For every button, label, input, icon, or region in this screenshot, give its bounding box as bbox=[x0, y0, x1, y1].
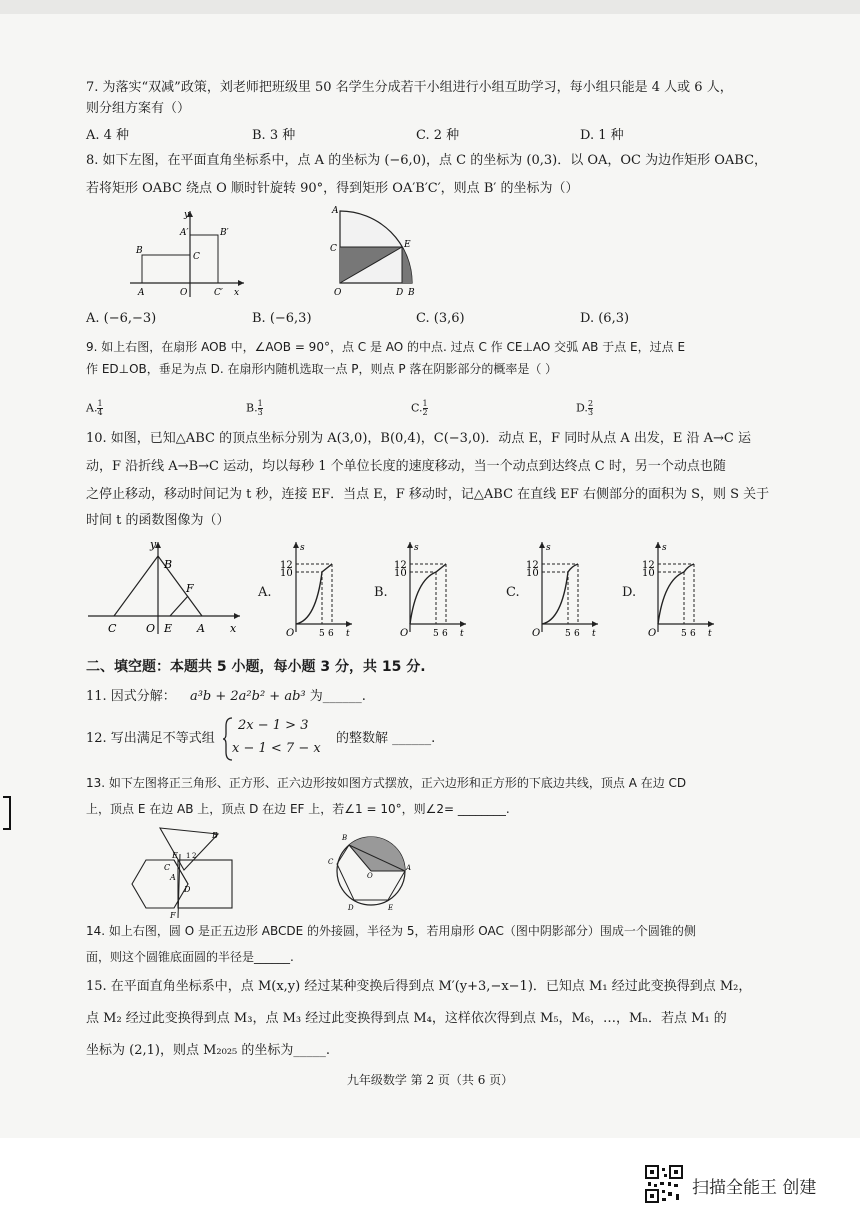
q8-fig-label-cprime: C′ bbox=[214, 288, 223, 298]
q10-graph-c bbox=[522, 540, 602, 640]
q15-line2: 点 M₂ 经过此变换得到点 M₃，点 M₃ 经过此变换得到点 M₄，这样依次得到点 M₅，M₆，…，Mₙ．若点 M₁ 的 bbox=[86, 1011, 727, 1026]
q10-triangle-figure bbox=[84, 538, 244, 638]
q10-line2: 动，F 沿折线 A→B→C 运动，均以每秒 1 个单位长度的速度移动，当一个动点到达终点 C 时，另一个动点也随 bbox=[86, 459, 726, 474]
q14-fig-label-d: D bbox=[348, 904, 354, 912]
q10-graph-d-tick-10: 10 bbox=[642, 568, 655, 579]
q12-prefix: 12. 写出满足不等式组 bbox=[86, 731, 215, 746]
q8-fig-label-bprime: B′ bbox=[220, 228, 229, 238]
qr-code-icon bbox=[644, 1164, 684, 1204]
q10-graph-c-tick-5: 5 bbox=[565, 629, 571, 639]
q14-fig-label-c: C bbox=[328, 858, 334, 866]
q10-graph-a-s-label: s bbox=[300, 543, 305, 553]
q13-fig-label-c: C bbox=[164, 863, 171, 872]
q10-line3: 之停止移动，移动时间记为 t 秒，连接 EF．当点 E，F 移动时，记△ABC 在直线 EF 右侧部分的面积为 S，则 S 关于 bbox=[86, 487, 770, 502]
q14-fig-label-e: E bbox=[388, 904, 394, 912]
q11-suffix: 为______. bbox=[309, 689, 366, 704]
q12-inequality-2: x − 1 < 7 − x bbox=[232, 741, 321, 756]
q9-line2: 作 ED⊥OB，垂足为点 D. 在扇形内随机选取一点 P，则点 P 落在阴影部分的概率是（ ） bbox=[86, 362, 558, 376]
q10-option-b-label: B. bbox=[374, 585, 388, 600]
q7-option-b: B. 3 种 bbox=[252, 128, 296, 143]
q10-graph-d-tick-12: 12 bbox=[642, 560, 655, 571]
q9-fig-label-b: B bbox=[408, 288, 415, 298]
q12-inequality-1: 2x − 1 > 3 bbox=[238, 718, 309, 733]
q8-rectangle-figure bbox=[122, 205, 252, 300]
q10-fig-x-label: x bbox=[230, 622, 237, 635]
q14-pentagon-figure bbox=[326, 826, 416, 916]
q10-graph-c-t-label: t bbox=[592, 629, 596, 639]
q7-line2: 则分组方案有（） bbox=[86, 101, 191, 116]
q14-fig-label-o: O bbox=[367, 872, 373, 880]
q10-graph-b-tick-5: 5 bbox=[433, 629, 439, 639]
q9-option-c: C. $\frac{1}{2}$ bbox=[411, 399, 428, 417]
q14-fig-label-b: B bbox=[342, 834, 348, 842]
margin-bracket bbox=[3, 796, 11, 830]
q13-line1: 13. 如下左图将正三角形、正方形、正六边形按如图方式摆放，正六边形和正方形的下底边共线，顶点 A 在边 CD bbox=[86, 776, 687, 790]
q9-option-d: D. $\frac{2}{3}$ bbox=[576, 399, 594, 417]
q10-graph-b-tick-6: 6 bbox=[442, 629, 448, 639]
q9-fig-label-a: A bbox=[332, 206, 339, 216]
q10-option-a-label: A. bbox=[258, 585, 272, 600]
q9-fig-label-d: D bbox=[396, 288, 404, 298]
q10-graph-b-origin: O bbox=[400, 628, 409, 639]
q10-graph-d-s-label: s bbox=[662, 543, 667, 553]
q10-fig-label-f: F bbox=[186, 582, 194, 595]
q13-fig-label-b: B bbox=[212, 831, 218, 840]
q10-option-c-label: C. bbox=[506, 585, 520, 600]
q10-graph-a-tick-5: 5 bbox=[319, 629, 325, 639]
q15-line3: 坐标为 (2,1)，则点 M₂₀₂₅ 的坐标为_____. bbox=[86, 1043, 331, 1058]
q10-graph-c-tick-12: 12 bbox=[526, 560, 539, 571]
q9-line1: 9. 如上右图，在扇形 AOB 中，∠AOB = 90°，点 C 是 AO 的中点. 过点 C 作 CE⊥AO 交弧 AB 于点 E，过点 E bbox=[86, 340, 686, 354]
q10-graph-b-tick-10: 10 bbox=[394, 568, 407, 579]
q8-fig-label-a: A bbox=[138, 288, 145, 298]
q10-graph-c-tick-10: 10 bbox=[526, 568, 539, 579]
q8-option-b: B. (−6,3) bbox=[252, 311, 312, 326]
q9-fig-label-c: C bbox=[330, 244, 337, 254]
q13-fig-label-d: D bbox=[184, 885, 191, 894]
q10-graph-d-tick-5: 5 bbox=[681, 629, 687, 639]
q13-fig-label-f: F bbox=[170, 911, 176, 920]
q8-fig-x-label: x bbox=[234, 288, 240, 298]
q8-option-a: A. (−6,−3) bbox=[86, 311, 157, 326]
q13-fig-label-e: E bbox=[172, 851, 178, 860]
q10-fig-label-o: O bbox=[146, 622, 156, 635]
q10-graph-a-tick-12: 12 bbox=[280, 560, 293, 571]
q13-fig-label-1: 1 bbox=[186, 852, 191, 860]
q10-graph-d-t-label: t bbox=[708, 629, 712, 639]
q7-line1: 7. 为落实“双减”政策，刘老师把班级里 50 名学生分成若干小组进行小组互助学习，每小组只能是 4 人或 6 人， bbox=[86, 80, 733, 95]
q10-graph-b-t-label: t bbox=[460, 629, 464, 639]
q10-fig-label-b: B bbox=[164, 558, 173, 571]
q8-fig-label-aprime: A′ bbox=[180, 228, 189, 238]
q14-line1: 14. 如上右图，圆 O 是正五边形 ABCDE 的外接圆，半径为 5，若用扇形 OAC（图中阴影部分）围成一个圆锥的侧 bbox=[86, 924, 696, 938]
q10-graph-a-t-label: t bbox=[346, 629, 350, 639]
q10-option-d-label: D. bbox=[622, 585, 637, 600]
q10-graph-c-origin: O bbox=[532, 628, 541, 639]
q8-option-c: C. (3,6) bbox=[416, 311, 465, 326]
q10-fig-label-a: A bbox=[197, 622, 205, 635]
q10-graph-d-origin: O bbox=[648, 628, 657, 639]
q7-option-d: D. 1 种 bbox=[580, 128, 624, 143]
q13-polygons-figure bbox=[128, 824, 268, 920]
q9-fig-label-o: O bbox=[334, 288, 342, 298]
q9-sector-figure bbox=[328, 203, 428, 303]
q8-fig-label-b: B bbox=[136, 246, 143, 256]
q11-row bbox=[86, 688, 366, 706]
q11-expression: a³b + 2a²b² + ab³ bbox=[189, 689, 306, 704]
q10-fig-y-label: y bbox=[150, 538, 157, 551]
q10-graph-c-tick-6: 6 bbox=[574, 629, 580, 639]
q7-option-c: C. 2 种 bbox=[416, 128, 460, 143]
q8-option-d: D. (6,3) bbox=[580, 311, 630, 326]
q15-line1: 15. 在平面直角坐标系中，点 M(x,y) 经过某种变换后得到点 M′(y+3,−x−1)．已知点 M₁ 经过此变换得到点 M₂， bbox=[86, 979, 752, 994]
q10-graph-d-tick-6: 6 bbox=[690, 629, 696, 639]
q7-option-a: A. 4 种 bbox=[86, 128, 130, 143]
q9-fig-label-e: E bbox=[404, 240, 411, 250]
q10-graph-c-s-label: s bbox=[546, 543, 551, 553]
q10-graph-a-tick-6: 6 bbox=[328, 629, 334, 639]
q13-fig-label-2: 2 bbox=[192, 852, 197, 860]
page-footer: 九年级数学 第 2 页（共 6 页） bbox=[346, 1073, 514, 1087]
q10-graph-b bbox=[390, 540, 470, 640]
q10-fig-label-c: C bbox=[108, 622, 117, 635]
q14-fig-label-a: A bbox=[406, 864, 412, 872]
q10-graph-a-tick-10: 10 bbox=[280, 568, 293, 579]
q13-fig-label-a: A bbox=[170, 873, 176, 882]
q10-graph-b-tick-12: 12 bbox=[394, 560, 407, 571]
q10-graph-b-s-label: s bbox=[414, 543, 419, 553]
q8-line1: 8. 如下左图，在平面直角坐标系中，点 A 的坐标为 (−6,0)，点 C 的坐标为 (0,3)．以 OA，OC 为边作矩形 OABC， bbox=[86, 153, 768, 168]
q10-line1: 10. 如图，已知△ABC 的顶点坐标分别为 A(3,0)，B(0,4)，C(−3,0)．动点 E，F 同时从点 A 出发，E 沿 A→C 运 bbox=[86, 431, 751, 446]
q10-graph-d bbox=[638, 540, 718, 640]
q9-option-a: A. $\frac{1}{4}$ bbox=[86, 399, 103, 417]
q12-suffix: 的整数解 ______. bbox=[336, 731, 436, 746]
scanner-watermark: 扫描全能王 创建 bbox=[692, 1178, 817, 1198]
q8-line2: 若将矩形 OABC 绕点 O 顺时针旋转 90°，得到矩形 OA′B′C′，则点 B′ 的坐标为（） bbox=[86, 181, 579, 196]
q10-line4: 时间 t 的函数图像为（） bbox=[86, 513, 230, 528]
q9-option-b: B. $\frac{1}{3}$ bbox=[246, 399, 263, 417]
q10-graph-a-origin: O bbox=[286, 628, 295, 639]
q14-line2: 面，则这个圆锥底面圆的半径是______. bbox=[86, 950, 294, 964]
q11-prefix: 11. 因式分解： bbox=[86, 689, 176, 704]
q8-fig-label-o: O bbox=[180, 288, 188, 298]
q8-fig-y-label: y bbox=[184, 210, 190, 220]
section2-title: 二、填空题：本题共 5 小题，每小题 3 分，共 15 分. bbox=[86, 659, 426, 675]
q10-fig-label-e: E bbox=[164, 622, 173, 635]
q10-graph-a bbox=[276, 540, 356, 640]
q13-line2: 上，顶点 E 在边 AB 上，顶点 D 在边 EF 上，若∠1 = 10°，则∠2= ________. bbox=[86, 802, 510, 816]
q8-fig-label-c: C bbox=[193, 252, 200, 262]
